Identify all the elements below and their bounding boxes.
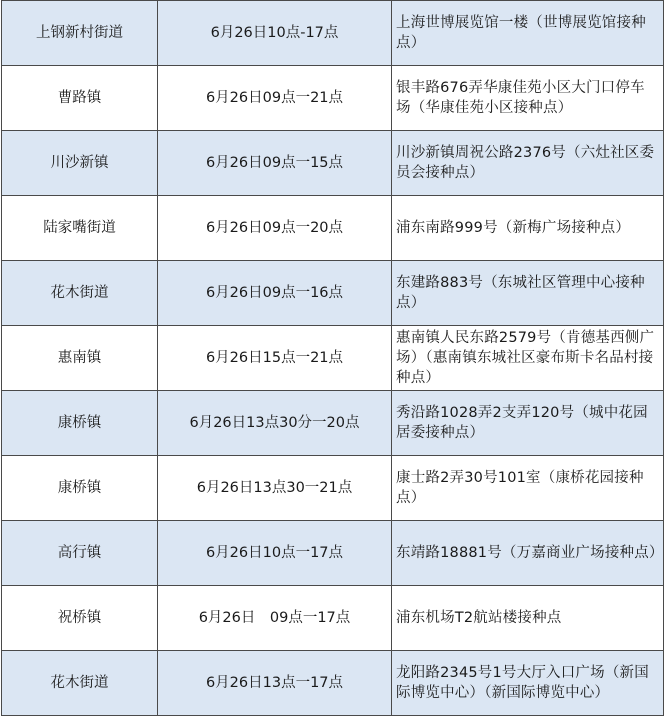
table-row (2, 651, 664, 716)
vaccination-time-cell: 6月26日09点一20点 (158, 196, 392, 261)
street-town-cell: 上钢新村街道 (2, 1, 158, 66)
vaccination-site-cell: 康士路2弄30号101室（康桥花园接种点） (392, 456, 664, 521)
vaccination-site-cell: 上海世博展览馆一楼（世博展览馆接种点） (392, 1, 664, 66)
street-town-cell: 康桥镇 (2, 456, 158, 521)
vaccination-site-cell: 惠南镇人民东路2579号（肯德基西侧广场）（惠南镇东城社区豪布斯卡名品村接种点） (392, 326, 664, 391)
table-row (2, 521, 664, 586)
vaccination-time-cell: 6月26日09点一16点 (158, 261, 392, 326)
table-row (2, 131, 664, 196)
vaccination-time-cell: 6月26日09点一15点 (158, 131, 392, 196)
vaccination-time-cell: 6月26日13点30一21点 (158, 456, 392, 521)
table-row (2, 586, 664, 651)
street-town-cell: 高行镇 (2, 521, 158, 586)
street-town-cell: 川沙新镇 (2, 131, 158, 196)
street-town-cell: 康桥镇 (2, 391, 158, 456)
street-town-cell: 惠南镇 (2, 326, 158, 391)
street-town-cell: 花木街道 (2, 651, 158, 716)
vaccination-time-cell: 6月26日09点一21点 (158, 66, 392, 131)
vaccination-time-cell: 6月26日10点一17点 (158, 521, 392, 586)
vaccination-time-cell: 6月26日13点一17点 (158, 651, 392, 716)
vaccination-site-cell: 浦东南路999号（新梅广场接种点） (392, 196, 664, 261)
table-row (2, 66, 664, 131)
table-row (2, 391, 664, 456)
table-row (2, 326, 664, 391)
schedule-table-body (2, 1, 664, 716)
vaccination-time-cell: 6月26日 09点一17点 (158, 586, 392, 651)
street-town-cell: 陆家嘴街道 (2, 196, 158, 261)
table-row (2, 196, 664, 261)
vaccination-time-cell: 6月26日15点一21点 (158, 326, 392, 391)
street-town-cell: 曹路镇 (2, 66, 158, 131)
vaccination-site-cell: 东靖路18881号（万嘉商业广场接种点） (392, 521, 664, 586)
table-row (2, 456, 664, 521)
vaccination-site-cell: 龙阳路2345号1号大厅入口广场（新国际博览中心）（新国际博览中心） (392, 651, 664, 716)
street-town-cell: 花木街道 (2, 261, 158, 326)
table-row (2, 261, 664, 326)
street-town-cell: 祝桥镇 (2, 586, 158, 651)
vaccination-site-cell: 浦东机场T2航站楼接种点 (392, 586, 664, 651)
table-row (2, 1, 664, 66)
vaccination-site-cell: 东建路883号（东城社区管理中心接种点） (392, 261, 664, 326)
vaccination-time-cell: 6月26日13点30分一20点 (158, 391, 392, 456)
vaccination-site-cell: 秀沿路1028弄2支弄120号（城中花园居委接种点） (392, 391, 664, 456)
vaccination-schedule-table (1, 0, 664, 716)
vaccination-site-cell: 银丰路676弄华康佳苑小区大门口停车场（华康佳苑小区接种点） (392, 66, 664, 131)
vaccination-site-cell: 川沙新镇周祝公路2376号（六灶社区委员会接种点） (392, 131, 664, 196)
vaccination-time-cell: 6月26日10点-17点 (158, 1, 392, 66)
